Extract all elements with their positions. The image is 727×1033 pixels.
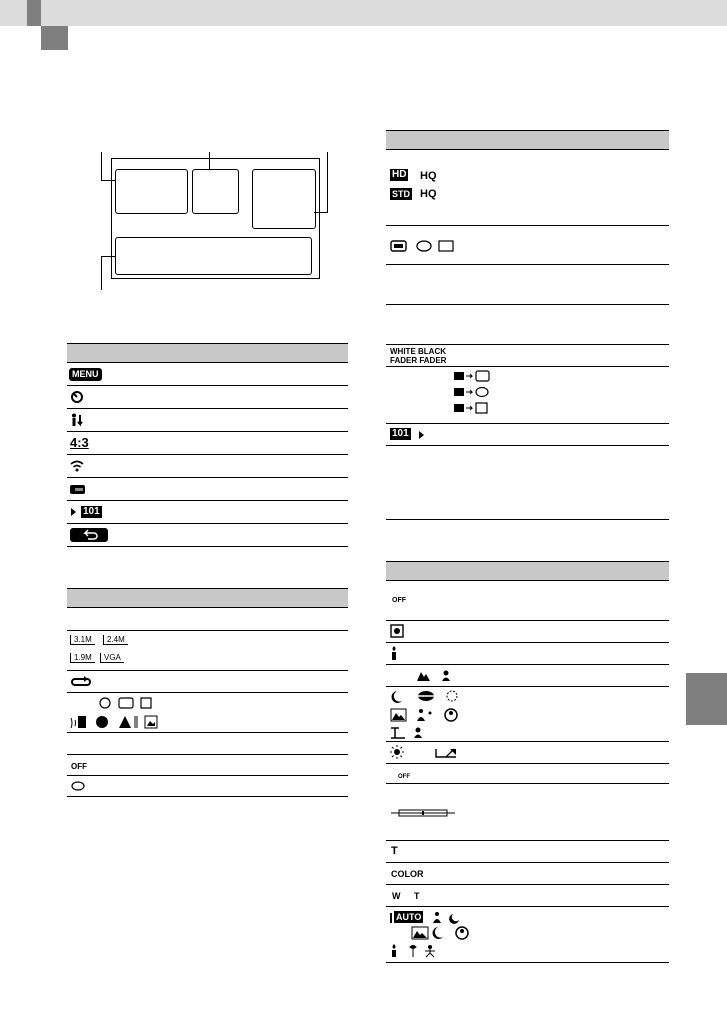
table-row <box>67 478 348 501</box>
table-row <box>386 764 669 784</box>
table-row <box>67 733 348 755</box>
right-table-1 <box>386 130 669 520</box>
table-row <box>67 755 348 776</box>
table-header <box>67 588 348 608</box>
return-button-icon <box>70 528 108 542</box>
steadyshot-off-icon: OFF <box>398 774 410 780</box>
table-row <box>67 671 348 693</box>
spot-meter-icon <box>390 624 404 638</box>
table-row <box>386 345 669 367</box>
repeat-icon <box>70 675 92 689</box>
header-square-bottom <box>41 26 68 50</box>
image-size-icon-4: VGA <box>100 653 124 663</box>
table-header <box>386 561 669 581</box>
table-row <box>386 907 669 963</box>
screen-outline <box>111 158 320 279</box>
leader-line-1 <box>101 152 102 181</box>
image-size-icon-2: 2.4M <box>103 635 128 645</box>
table-row <box>386 226 669 265</box>
face-off-icon: OFF <box>392 597 406 604</box>
image-size-icon-3: 1.9M <box>70 653 95 663</box>
table-row <box>67 524 348 547</box>
white-balance-icons <box>390 745 460 759</box>
table-row <box>67 363 348 386</box>
aspect-ratio-icon: 4:3 <box>70 435 89 450</box>
quality-hq-icon-2: HQ <box>420 188 437 200</box>
table-row <box>386 643 669 665</box>
leader-line-2 <box>209 152 210 169</box>
wide-icon: W <box>392 891 401 901</box>
fader-icon-bottom: FADER FADER <box>390 356 447 365</box>
signal-icon <box>70 459 84 473</box>
battery-icon <box>70 485 86 494</box>
table-row <box>67 608 348 631</box>
table-row <box>386 784 669 841</box>
play-folder-icon <box>70 506 78 518</box>
table-header <box>386 130 669 150</box>
table-row <box>386 665 669 687</box>
guide-icon <box>70 413 86 427</box>
table-row <box>67 432 348 455</box>
warning-icons <box>69 696 169 730</box>
play-arrow-icon <box>418 430 426 440</box>
focus-icons <box>416 670 456 682</box>
table-row <box>67 693 348 733</box>
table-row <box>67 501 348 524</box>
color-icon: COLOR <box>391 869 424 879</box>
left-table-1 <box>67 343 348 547</box>
intelligent-auto-icon: AUTO <box>396 912 422 922</box>
table-header <box>67 343 348 363</box>
table-row <box>386 863 669 885</box>
self-timer-icon <box>70 390 84 404</box>
table-row <box>386 305 669 345</box>
hdd-off-icon: OFF <box>71 762 87 771</box>
table-row <box>386 265 669 305</box>
header-band <box>0 0 727 26</box>
table-row <box>67 386 348 409</box>
table-row <box>67 776 348 797</box>
menu-button-icon: MENU <box>69 368 102 381</box>
table-row <box>67 455 348 478</box>
table-row <box>386 841 669 863</box>
header-square-top <box>27 0 41 26</box>
screen-area-bottom <box>115 237 312 275</box>
candle-icon <box>390 646 398 660</box>
table-row <box>386 885 669 907</box>
right-table-2 <box>386 561 669 963</box>
screen-area-upper-center <box>192 169 239 214</box>
table-row <box>386 424 669 446</box>
fader-icon-top: WHITE BLACK <box>390 347 446 356</box>
quality-hd-icon: HD <box>392 169 407 180</box>
screen-area-upper-right <box>252 169 316 229</box>
tele-icon: T <box>414 891 420 901</box>
leader-line-1b <box>101 180 115 181</box>
table-row <box>386 367 669 424</box>
leader-line-4b <box>101 256 115 257</box>
leader-line-3b <box>314 212 328 213</box>
leader-line-4 <box>101 256 102 290</box>
table-row <box>386 742 669 764</box>
table-row <box>67 409 348 432</box>
table-row <box>386 150 669 226</box>
table-row <box>386 687 669 742</box>
table-row <box>67 631 348 671</box>
leader-line-3 <box>327 152 328 212</box>
scene-detection-icons <box>390 911 490 959</box>
hdd-icon <box>70 780 86 792</box>
screen-area-upper-left <box>115 169 188 214</box>
table-row <box>386 621 669 643</box>
folder-icon: 101 <box>392 428 409 439</box>
table-row <box>386 581 669 621</box>
copy-icons <box>454 370 494 422</box>
folder-number-badge: 101 <box>83 506 100 517</box>
tele-macro-icon: T <box>391 845 398 857</box>
image-size-icon: 3.1M <box>70 635 95 645</box>
quality-hq-icon: HQ <box>420 170 437 182</box>
quality-std-icon: STD <box>392 189 410 199</box>
left-table-2 <box>67 588 348 797</box>
exposure-bar-icon <box>390 808 456 818</box>
table-row <box>386 446 669 520</box>
side-tab <box>686 673 727 725</box>
media-icons <box>390 239 460 253</box>
scene-icons <box>390 690 464 740</box>
